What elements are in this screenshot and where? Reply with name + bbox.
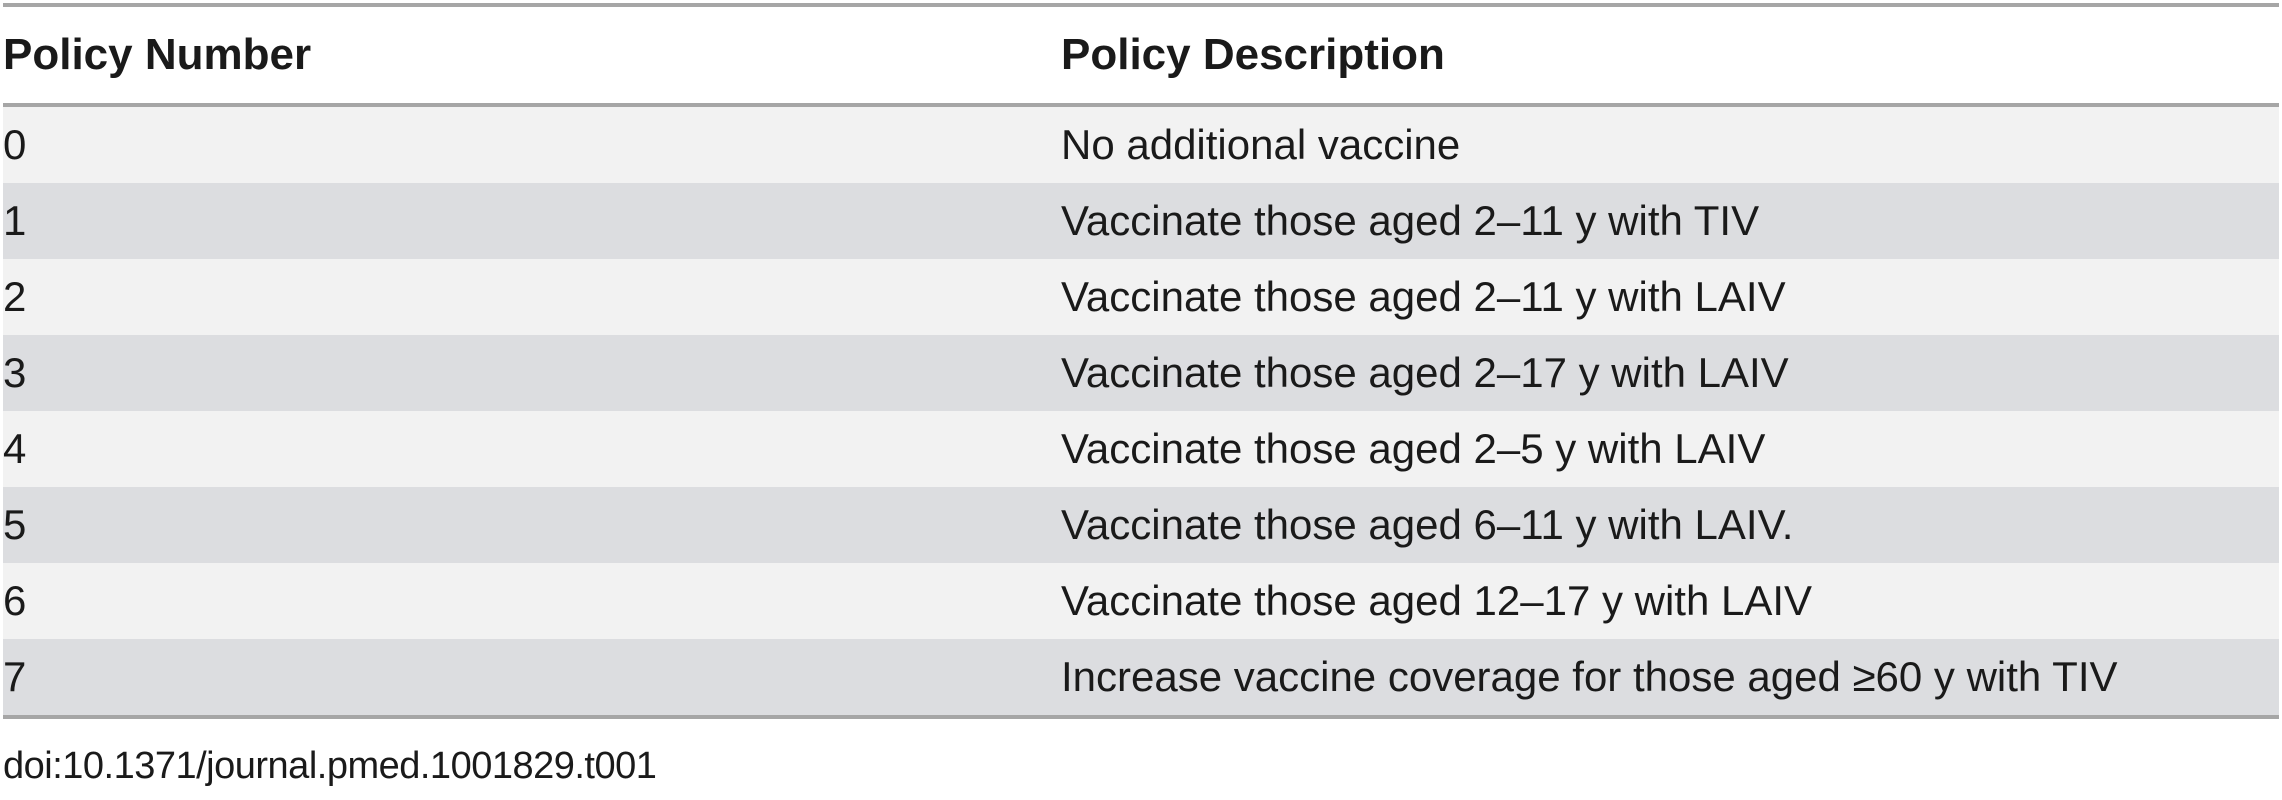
table-row	[3, 107, 2279, 183]
table-row	[3, 639, 2279, 719]
table-row	[3, 487, 2279, 563]
table-row	[3, 411, 2279, 487]
policy-table	[3, 3, 2279, 719]
table-row	[3, 563, 2279, 639]
policy-number-cell: 2	[3, 273, 27, 320]
policy-description-cell: Increase vaccine coverage for those aged ≥60 y with TIV	[1061, 653, 2118, 700]
policy-description-cell: No additional vaccine	[1061, 121, 1461, 168]
header-policy-number: Policy Number	[3, 30, 312, 79]
policy-number-cell: 1	[3, 197, 27, 244]
header-policy-description: Policy Description	[1061, 30, 1445, 79]
table-row	[3, 259, 2279, 335]
policy-number-cell: 0	[3, 121, 27, 168]
doi-caption: doi:10.1371/journal.pmed.1001829.t001	[3, 745, 657, 787]
policy-number-cell: 3	[3, 349, 27, 396]
policy-number-cell: 5	[3, 501, 27, 548]
policy-description-cell: Vaccinate those aged 2–17 y with LAIV	[1061, 349, 1789, 396]
table-header-row	[3, 7, 2279, 103]
policy-number-cell: 7	[3, 653, 27, 700]
policy-number-cell: 6	[3, 577, 27, 624]
policy-description-cell: Vaccinate those aged 12–17 y with LAIV	[1061, 577, 1813, 624]
table-row	[3, 335, 2279, 411]
policy-description-cell: Vaccinate those aged 2–5 y with LAIV	[1061, 425, 1766, 472]
policy-description-cell: Vaccinate those aged 2–11 y with LAIV	[1061, 273, 1786, 320]
table-row	[3, 183, 2279, 259]
policy-description-cell: Vaccinate those aged 6–11 y with LAIV.	[1061, 501, 1794, 548]
policy-number-cell: 4	[3, 425, 27, 472]
policy-description-cell: Vaccinate those aged 2–11 y with TIV	[1061, 197, 1760, 244]
